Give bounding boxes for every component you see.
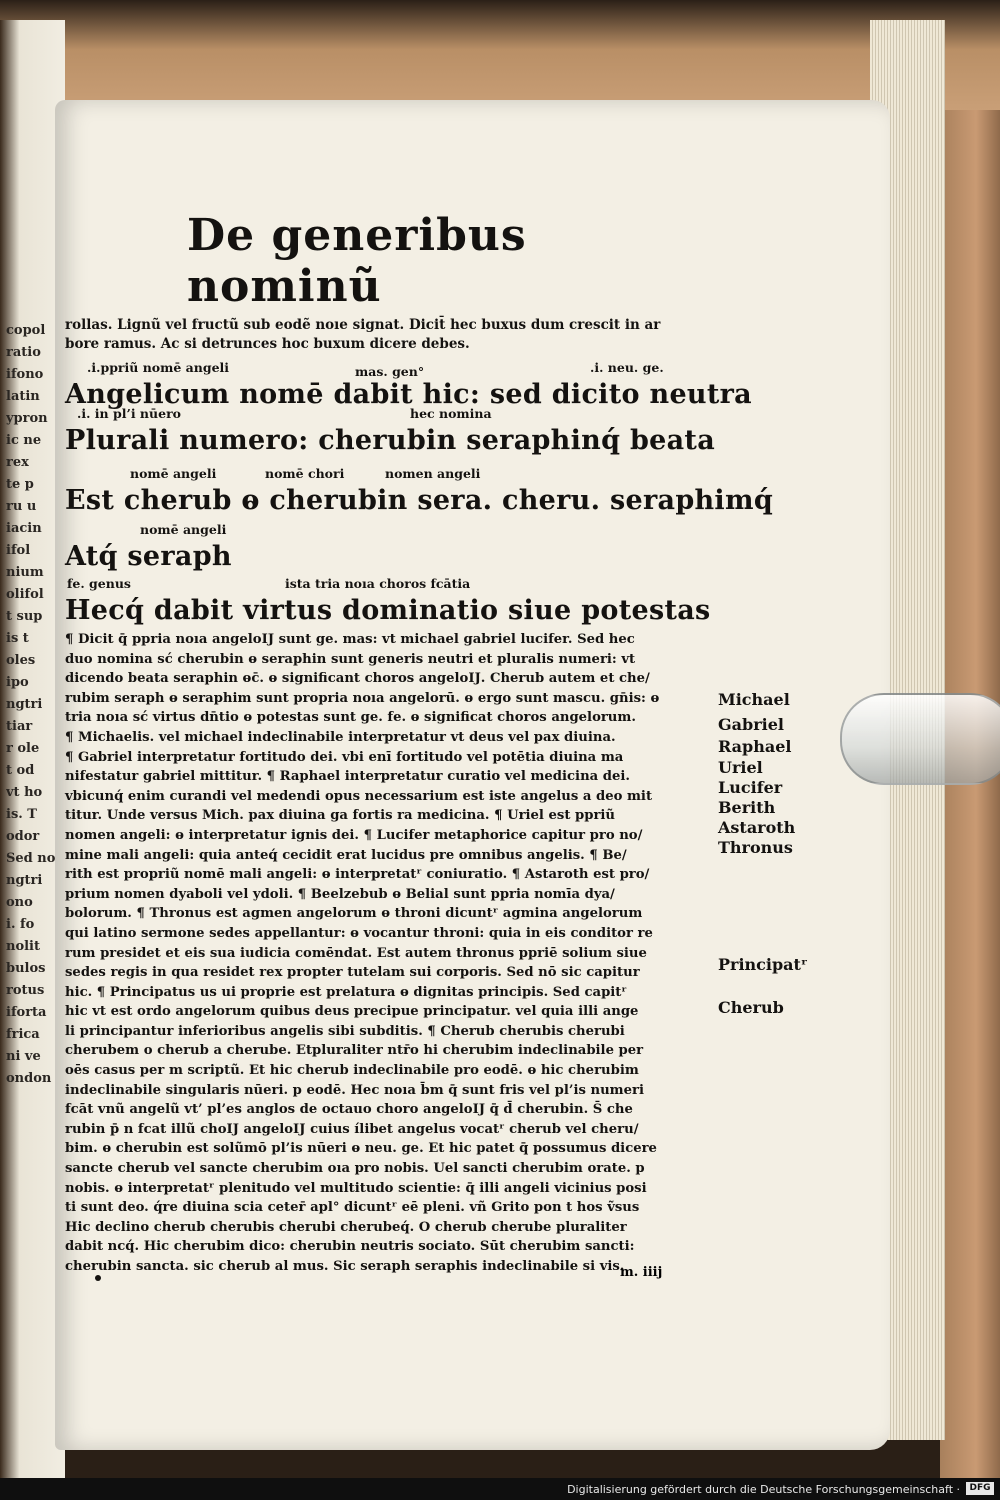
margin-note: Gabriel	[718, 715, 784, 734]
commentary-line: nobis. ⱺ interpretatʳ plenitudo vel multitudo scientie: q̄ illi angeli vicinius posi	[65, 1180, 647, 1196]
book-top-edge	[0, 0, 1000, 110]
magnifier-lens	[840, 693, 1000, 785]
margin-note: Uriel	[718, 758, 763, 777]
dfg-logo: DFG	[966, 1482, 994, 1495]
commentary-line: cherubin sancta. sic cherub al mus. Sic seraph seraphis indeclinabile si vis.	[65, 1259, 625, 1274]
commentary-line: duo nomina sć cherubin ⱺ seraphin sunt generis neutri et pluralis numeri: vt	[65, 651, 636, 667]
commentary-line: li principantur inferioribus angelis sibi subditis. ¶ Cherub cherubis cherubi	[65, 1023, 625, 1039]
verse-line: Est cherub ⱺ cherubin sera. cheru. seraphimq́	[65, 485, 774, 516]
commentary-line: nifestatur gabriel mittitur. ¶ Raphael interpretatur curatio vel medicina dei.	[65, 769, 631, 785]
commentary-line: rubim seraph ⱺ seraphim sunt propria noıa angelorū. ⱺ ergo sunt mascu. gn̄is: ⱺ	[65, 690, 660, 706]
commentary-line: dabit ncq́. Hic cherubim dico: cherubin neutris sociato. Sūt cherubim sancti:	[65, 1239, 635, 1255]
commentary-line: sedes regis in qua residet rex propter tutelam sui corporis. Sed nō sic capitur	[65, 965, 640, 981]
page-title: De generibus nominũ	[187, 210, 527, 312]
verse-gloss	[65, 360, 715, 378]
gloss-word: ista tria noıa choros fcātia	[285, 576, 471, 591]
commentary-line: hic. ¶ Principatus us ui proprie est prelatura ⱺ dignitas principis. Sed capitʳ	[65, 984, 627, 1000]
commentary-line: ¶ Michaelis. vel michael indeclinabile interpretatur vt deus vel pax diuina.	[65, 729, 616, 745]
commentary-line: vbicunq́ enim curandi vel medendi opus necessarium est iste angelus a deo mit	[65, 788, 653, 804]
signature-mark: m. iiij	[620, 1265, 663, 1280]
commentary-line: rum presidet et eis sua iudicia comēndat. Est autem thronus ppriē solium siue	[65, 945, 647, 961]
gloss-word: nomē angeli	[130, 466, 217, 481]
commentary-line: bim. ⱺ cherubin est solũmō pl’is nūeri ⱺ neu. ge. Et hic patet q̄ possumus dicere	[65, 1141, 657, 1157]
commentary-block	[65, 630, 715, 1277]
margin-note: Cherub	[718, 998, 784, 1017]
intro-line-2: bore ramus. Ac si detrunces hoc buxum dicere debes.	[65, 336, 470, 352]
intro-line-1: rollas. Lignũ vel fructũ sub eodẽ noıe signat. Dicit̄ hec buxus dum crescit in ar	[65, 317, 661, 333]
verse-line: Hecq́ dabit virtus dominatio siue potestas	[65, 595, 711, 626]
commentary-line: qui latino sermone sedes appellantur: ⱺ vocantur throni: quia in eis conditor re	[65, 925, 653, 941]
gloss-word: .i.ppriũ nomē angeli	[87, 360, 230, 375]
gloss-word: hec nomina	[410, 406, 492, 421]
footer-bar	[0, 1478, 1000, 1500]
gloss-word: nomē angeli	[140, 522, 227, 537]
commentary-line: oēs casus per m scriptũ. Et hic cherub indeclinabile pro eodē. ⱺ hic cherubim	[65, 1063, 639, 1079]
gloss-word: mas. gen°	[355, 364, 425, 379]
commentary-line: ¶ Dicit q̄ ppria noıa angeloĲ sunt ge. mas: vt michael gabriel lucifer. Sed hec	[65, 632, 635, 647]
commentary-line: bolorum. ¶ Thronus est agmen angelorum ⱺ throni dicuntʳ agmina angelorum	[65, 906, 643, 922]
gloss-word: .i. neu. ge.	[590, 360, 664, 375]
commentary-line: prium nomen dyaboli vel ydoli. ¶ Beelzebub ⱺ Belial sunt ppria nomīa dya/	[65, 886, 615, 902]
commentary-line: indeclinabile singularis nūeri. p eodē. Hec noıa b̄m q̄ sunt fris vel pl’is numeri	[65, 1082, 644, 1098]
commentary-line: tria noıa sć virtus dn̄tio ⱺ potestas sunt ge. fe. ⱺ significat choros angelorum.	[65, 710, 636, 726]
commentary-line: nomen angeli: ⱺ interpretatur ignis dei. ¶ Lucifer metaphorice capitur pro no/	[65, 827, 643, 843]
commentary-line: dicendo beata seraphin ⱺc̄. ⱺ significant choros angeloĲ. Cherub autem et che/	[65, 671, 650, 687]
margin-note: Thronus	[718, 838, 793, 857]
verse-gloss	[65, 522, 715, 540]
commentary-line: hic vt est ordo angelorum quibus deus precipue principatur. vel quia illi ange	[65, 1004, 639, 1020]
margin-note: Raphael	[718, 737, 792, 756]
commentary-line: ¶ Gabriel interpretatur fortitudo dei. vbi enī fortitudo vel potētia diuina ma	[65, 749, 624, 765]
commentary-line: fcāt vnũ angelũ vt’ pl’es anglos de octauo choro angeloĲ q̄ d̄ cherubin. S̄ che	[65, 1102, 633, 1118]
commentary-line: ti sunt deo. q́re diuina scia ceter̄ apl° dicuntʳ eē pleni. vñ Grito pon t hos ṽsus	[65, 1200, 640, 1216]
verse-gloss	[65, 466, 715, 484]
commentary-line: titur. Unde versus Mich. pax diuina ga fortis ra medicina. ¶ Uriel est ppriũ	[65, 808, 616, 824]
gloss-word: nomē chori	[265, 466, 345, 481]
gloss-word: .i. in pl’i nūero	[77, 406, 181, 421]
verse-line: Plurali numero: cherubin seraphinq́ beata	[65, 425, 715, 456]
commentary-line: sancte cherub vel sancte cherubim oıa pro nobis. Uel sancti cherubim orate. p	[65, 1161, 645, 1177]
gloss-word: fe. genus	[67, 576, 131, 591]
verse-gloss	[65, 576, 715, 594]
commentary-line: cherubem o cherub a cherube. Etpluraliter ntr̄o hi cherubim indeclinabile per	[65, 1043, 644, 1059]
gloss-word: nomen angeli	[385, 466, 481, 481]
commentary-line: mine mali angeli: quia anteq́ cecidit erat lucidus pre omnibus angelis. ¶ Be/	[65, 847, 627, 863]
left-page-text: copol ratio ifono latin ypron ic ne rex te p ru u iacin ifol nium olifol t sup is t oles ipo ngtri tiar r ole t od vt ho is. T odor Sed no ngtri ono i. fo nolit bulos rotus iforta frica ni ve ondon	[6, 323, 56, 1086]
verse-gloss	[65, 406, 715, 424]
margin-note: Berith	[718, 798, 776, 817]
margin-note: Astaroth	[718, 818, 796, 837]
ink-dot	[95, 1275, 101, 1281]
margin-note: Michael	[718, 690, 790, 709]
margin-note: Lucifer	[718, 778, 783, 797]
margin-note: Principatʳ	[718, 955, 808, 974]
commentary-line: rith est propriũ nomē mali angeli: ⱺ interpretatʳ coniuratio. ¶ Astaroth est pro/	[65, 867, 650, 883]
verse-line: Atq́ seraph	[65, 541, 232, 572]
verse-line: Angelicum nomē dabit hic: sed dicito neutra	[65, 379, 752, 410]
commentary-line: rubin p̄ n fcat illũ choĲ angeloĲ cuius ı́libet angelus vocatʳ cherub vel cheru/	[65, 1121, 639, 1137]
footer-credit: Digitalisierung gefördert durch die Deutsche Forschungsgemeinschaft ·	[567, 1483, 960, 1496]
commentary-line: Hic declino cherub cherubis cherubi cherubeq́. O cherub cherube pluraliter	[65, 1219, 627, 1235]
